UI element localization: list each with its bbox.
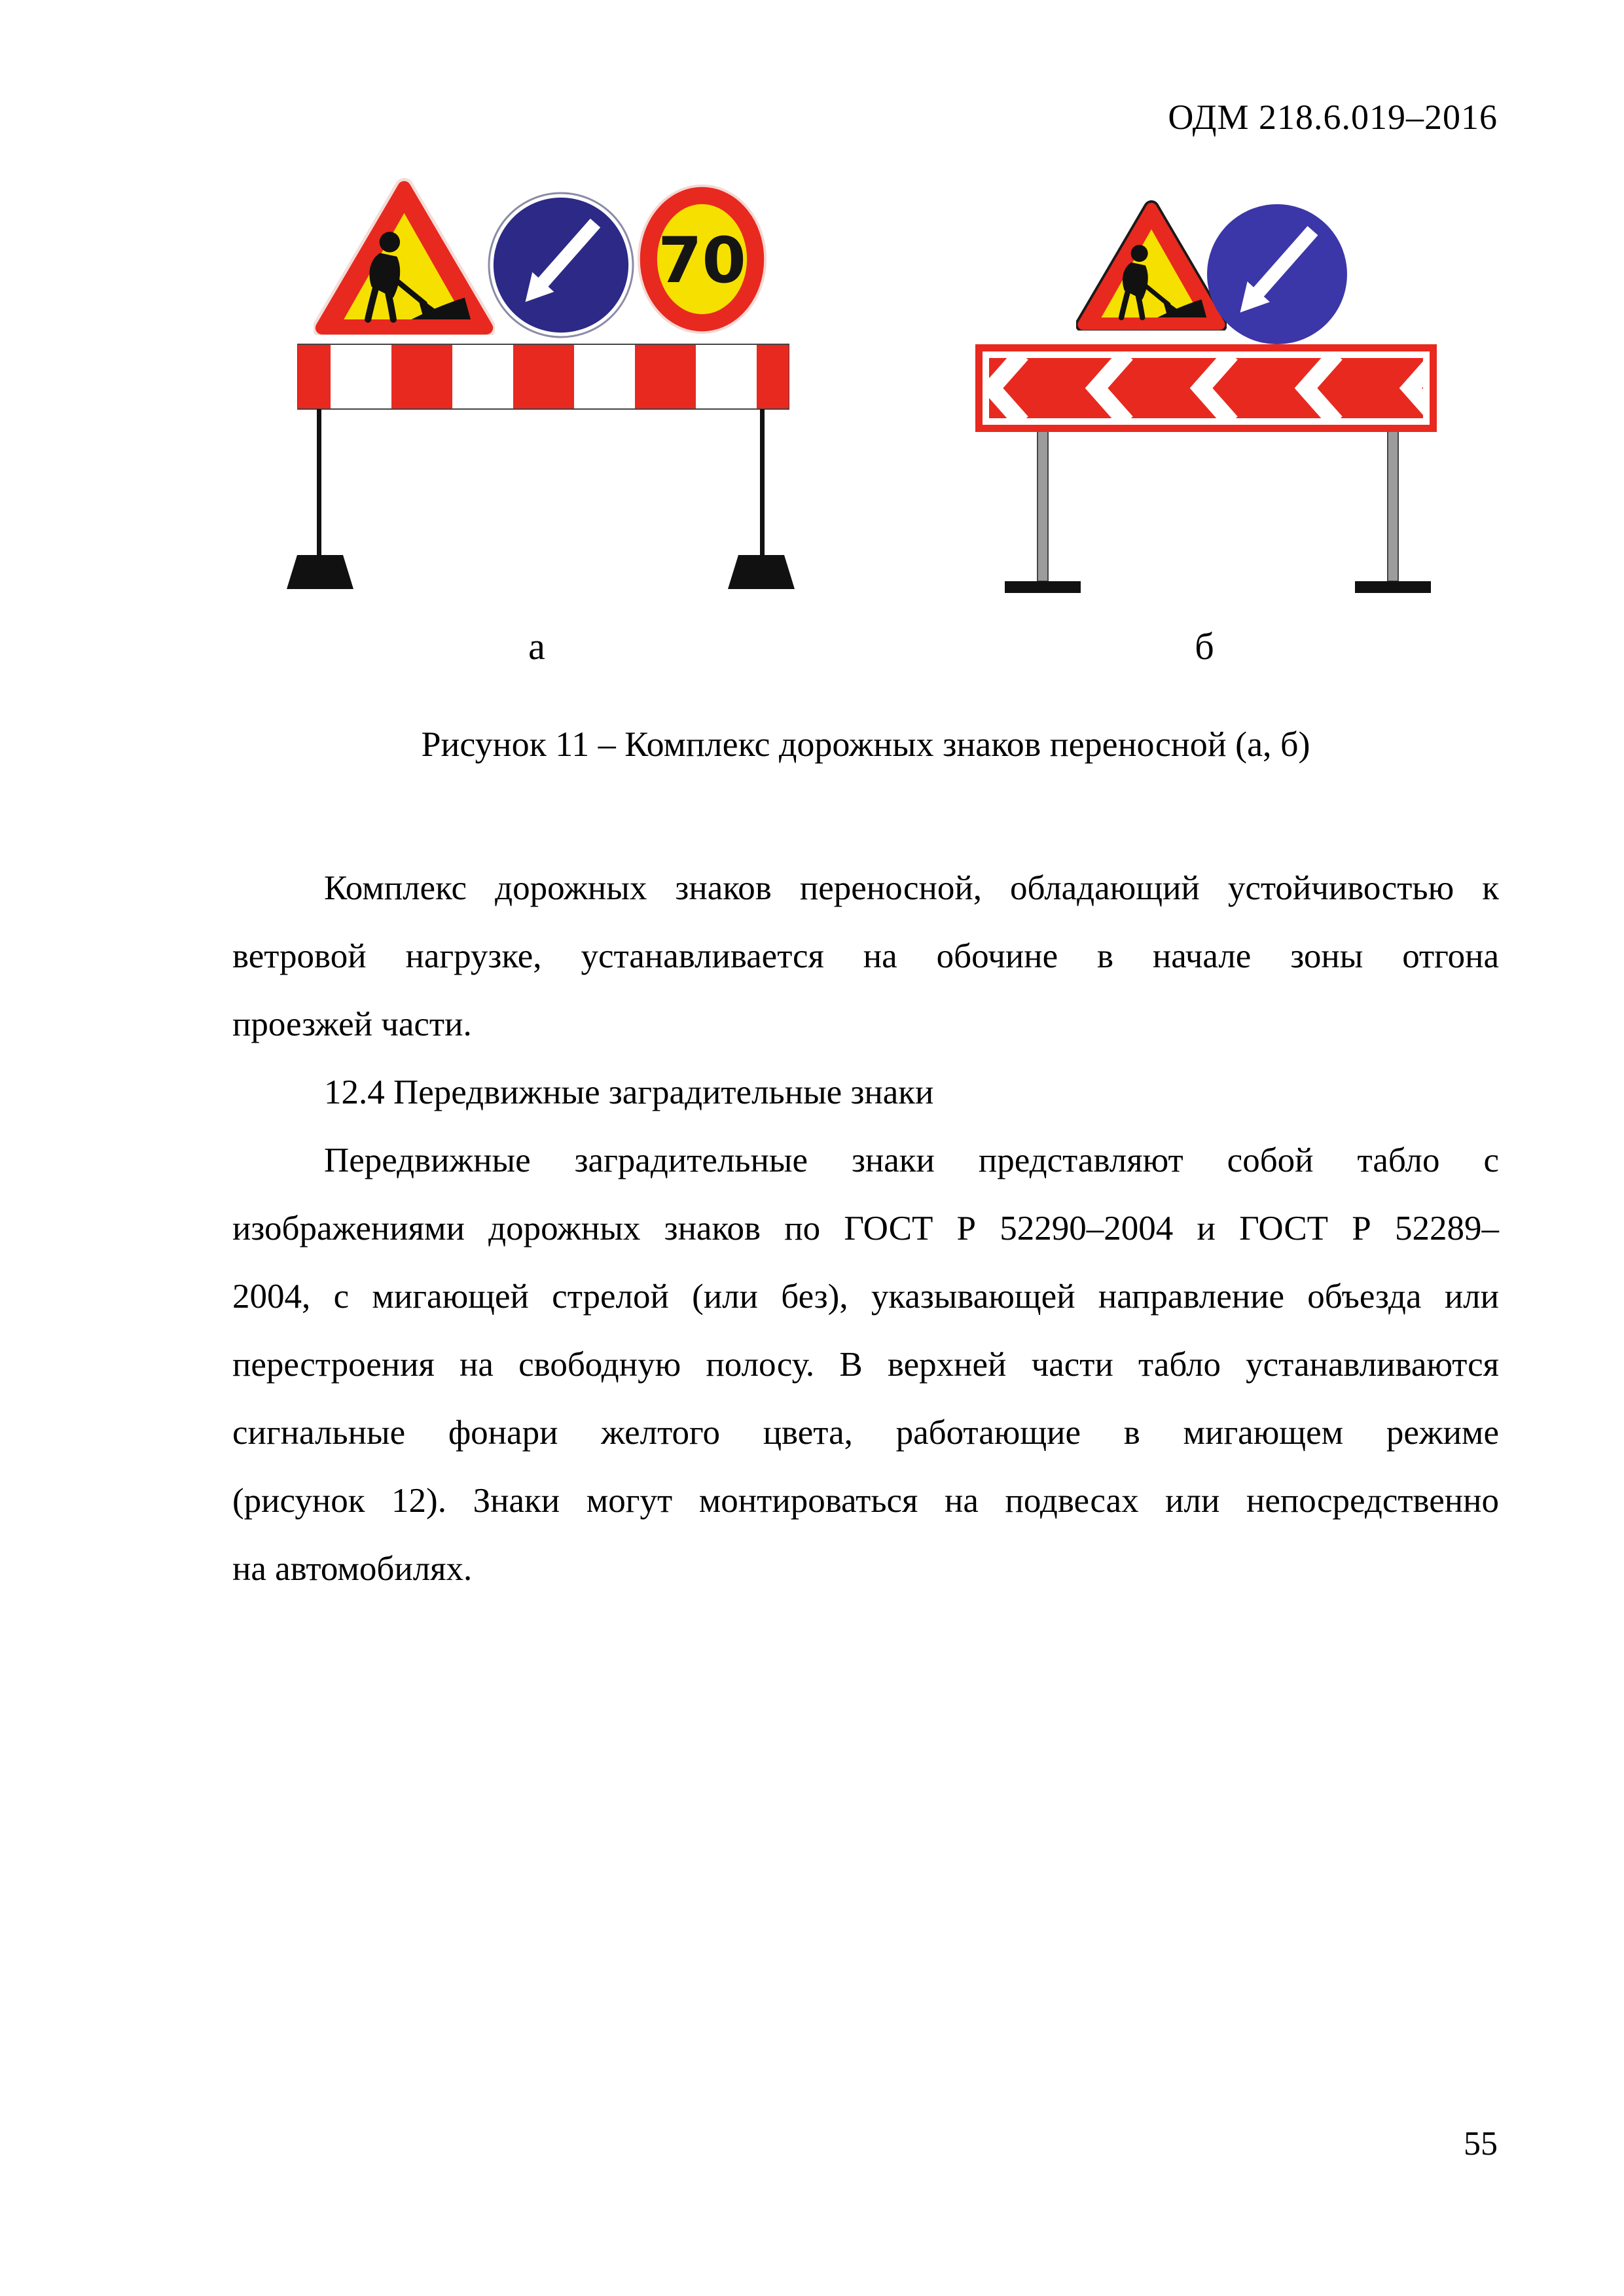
figure-label-a: а (528, 625, 545, 668)
barrier-board-striped (298, 344, 789, 409)
stand-foot-left (287, 555, 353, 589)
stand-foot-right-b (1355, 581, 1431, 593)
stand-foot-right (728, 555, 795, 589)
paragraph-line: на автомобилях. (232, 1550, 473, 1588)
paragraph-line: ветровой нагрузке, устанавливается на обочине в начале зоны отгона (232, 937, 1499, 975)
keep-left-sign-icon (494, 198, 628, 332)
stand-legs-b (1005, 424, 1431, 593)
stand-foot-left-b (1005, 581, 1081, 593)
figure-label-b: б (1195, 625, 1214, 668)
stand-legs (287, 409, 795, 589)
paragraph-line: Передвижные заградительные знаки представляют собой табло с (324, 1141, 1499, 1179)
paragraph-line: проезжей части. (232, 1005, 472, 1043)
figure-a-portable-sign-complex (275, 162, 799, 594)
paragraph-line: 2004, с мигающей стрелой (или без), указывающей направление объезда или (232, 1278, 1499, 1316)
body-text (232, 854, 1499, 1603)
paragraph-line: сигнальные фонари желтого цвета, работающие в мигающем режиме (232, 1414, 1499, 1452)
figure-caption: Рисунок 11 – Комплекс дорожных знаков переносной (а, б) (421, 725, 1310, 764)
document-header: ОДМ 218.6.019–2016 (1168, 98, 1498, 137)
paragraph-line: перестроения на свободную полосу. В верхней части табло устанавливаются (232, 1346, 1499, 1384)
paragraph-line: изображениями дорожных знаков по ГОСТ Р 52290–2004 и ГОСТ Р 52289– (232, 1210, 1499, 1247)
roadworks-sign-icon (322, 188, 486, 328)
paragraph-line: (рисунок 12). Знаки могут монтироваться на подвесах или непосредственно (232, 1482, 1499, 1520)
keep-left-sign-icon-b (1207, 204, 1347, 344)
speed-limit-sign-icon (639, 186, 765, 332)
section-heading: 12.4 Передвижные заградительные знаки (324, 1073, 934, 1111)
chevron-board (975, 344, 1441, 432)
paragraph-line: Комплекс дорожных знаков переносной, обладающий устойчивостью к (324, 869, 1499, 907)
figure-b-portable-sign-complex (962, 162, 1447, 601)
page-number: 55 (1464, 2125, 1498, 2162)
roadworks-sign-icon-b (1083, 208, 1219, 325)
